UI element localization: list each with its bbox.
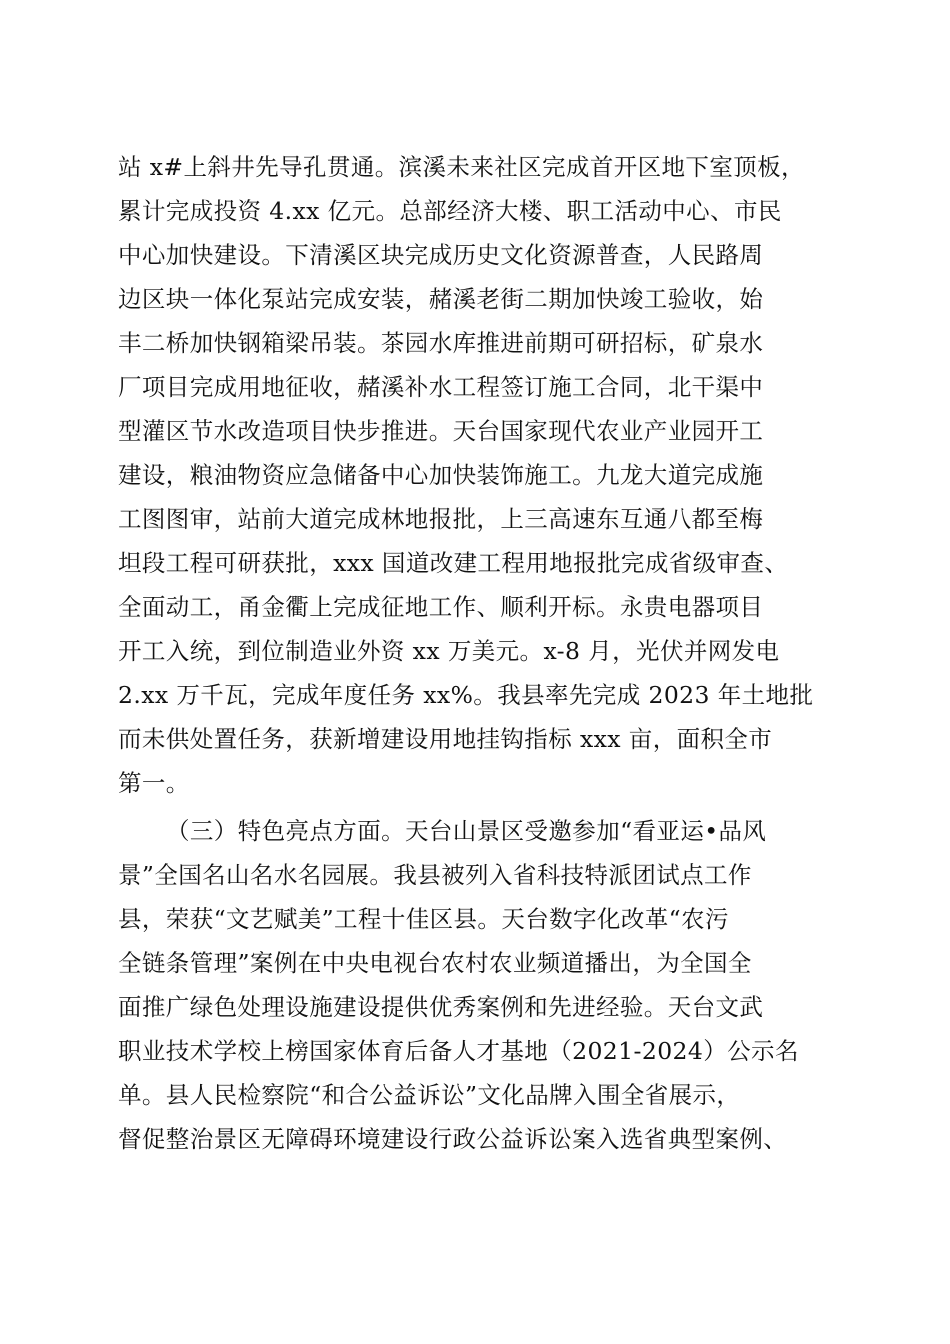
text-line: 2.xx 万千瓦，完成年度任务 xx%。我县率先完成 2023 年土地批 (118, 681, 814, 709)
text-line: 单。县人民检察院“和合公益诉讼”文化品牌入围全省展示， (118, 1081, 741, 1109)
text-line: 边区块一体化泵站完成安装，赭溪老街二期加快竣工验收，始 (118, 285, 764, 313)
text-line: 建设，粮油物资应急储备中心加快装饰施工。九龙大道完成施 (118, 461, 764, 489)
text-line: 站 x#上斜井先导孔贯通。滨溪未来社区完成首开区地下室顶板， (118, 153, 805, 181)
section-heading-line: （三）特色亮点方面。天台山景区受邀参加“看亚运•品风 (166, 817, 767, 845)
text-line: 厂项目完成用地征收，赭溪补水工程签订施工合同，北干渠中 (118, 373, 764, 401)
text-line: 督促整治景区无障碍环境建设行政公益诉讼案入选省典型案例、 (118, 1125, 788, 1153)
text-line: 职业技术学校上榜国家体育后备人才基地（2021-2024）公示名 (118, 1037, 799, 1065)
text-line: 丰二桥加快钢箱梁吊装。茶园水库推进前期可研招标，矿泉水 (118, 329, 764, 357)
text-line: 中心加快建设。下清溪区块完成历史文化资源普查，人民路周 (118, 241, 764, 269)
text-line: 开工入统，到位制造业外资 xx 万美元。x-8 月，光伏并网发电 (118, 637, 780, 665)
text-line: 累计完成投资 4.xx 亿元。总部经济大楼、职工活动中心、市民 (118, 197, 782, 225)
text-line: 景”全国名山名水名园展。我县被列入省科技特派团试点工作 (118, 861, 752, 889)
text-line: 县，荣获“文艺赋美”工程十佳区县。天台数字化改革“农污 (118, 905, 729, 933)
text-line: 全链条管理”案例在中央电视台农村农业频道播出，为全国全 (118, 949, 752, 977)
text-line: 全面动工，甬金衢上完成征地工作、顺利开标。永贵电器项目 (118, 593, 764, 621)
text-line: 而未供处置任务，获新增建设用地挂钩指标 xxx 亩，面积全市 (118, 725, 773, 753)
text-line: 坦段工程可研获批，xxx 国道改建工程用地报批完成省级审查、 (118, 549, 789, 577)
text-line: 面推广绿色处理设施建设提供优秀案例和先进经验。天台文武 (118, 993, 764, 1021)
text-line: 工图图审，站前大道完成林地报批，上三高速东互通八都至梅 (118, 505, 764, 533)
text-line: 型灌区节水改造项目快步推进。天台国家现代农业产业园开工 (118, 417, 764, 445)
text-line: 第一。 (118, 769, 190, 797)
